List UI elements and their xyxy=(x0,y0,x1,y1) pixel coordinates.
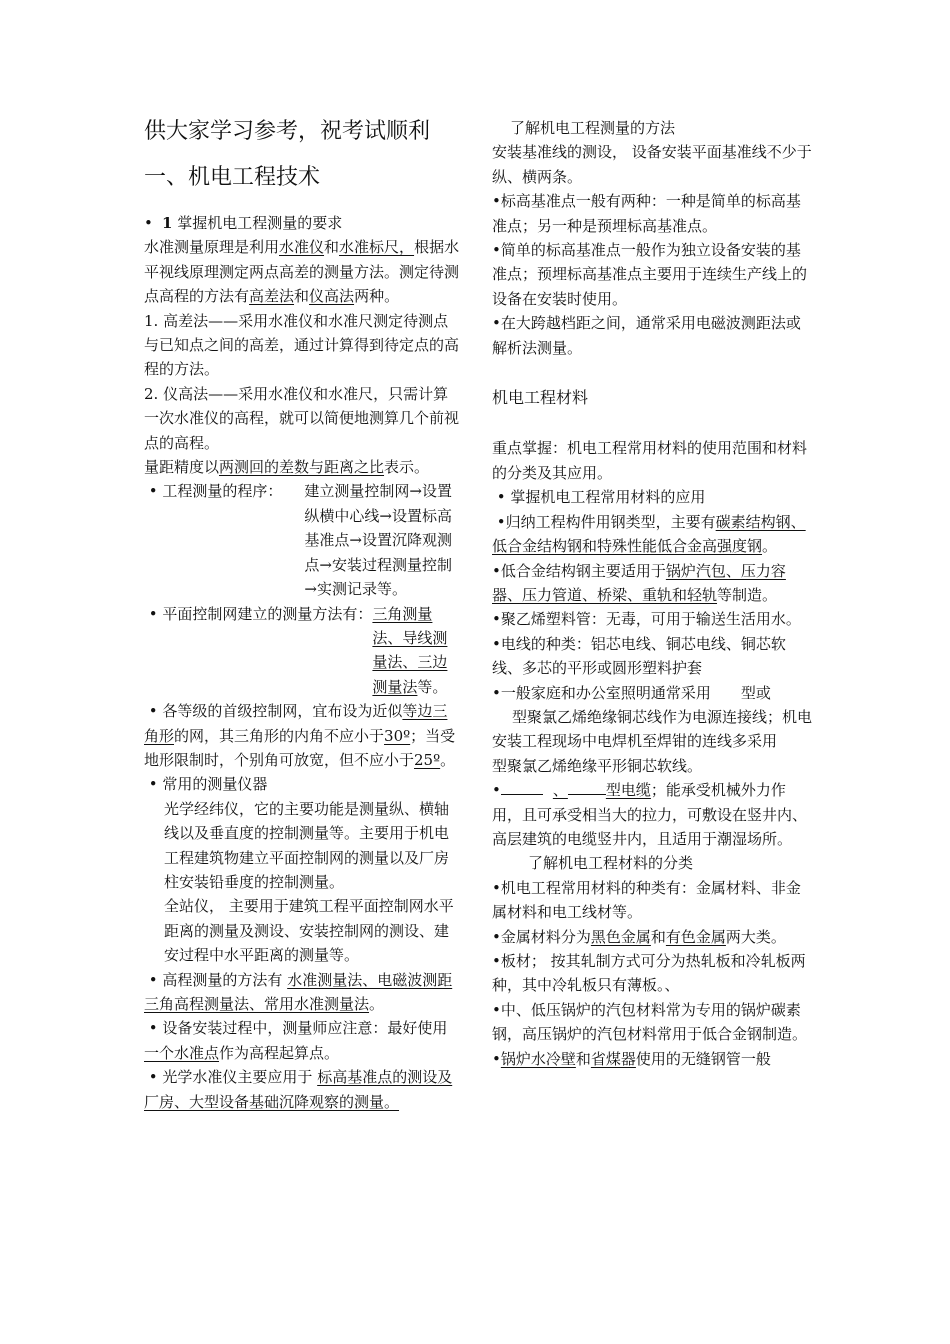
section-1-title: • 1 掌握机电工程测量的要求 xyxy=(144,214,343,232)
survey-methods-title: 了解机电工程测量的方法 xyxy=(510,119,676,137)
bullet-benchmark-usage: •简单的标高基准点一般作为独立设备安装的基准点；预埋标高基准点主要用于连续生产线上的设备在安装时使用。 xyxy=(492,241,808,308)
plane-control-methods: • 平面控制网建立的测量方法有： 三角测量法、导线测量法、三边测量法等。 xyxy=(144,604,448,696)
bullet-boiler-drum: •中、低压锅炉的汽包材料常为专用的锅炉碳素钢，高压锅炉的汽包材料常用于低合金钢制造。 xyxy=(492,1000,808,1044)
bullet-pvc-wire: •一般家庭和办公室照明通常采用 型或 型聚氯乙烯绝缘铜芯线作为电源连接线；机电安装工程现场中电焊机至焊钳的连线多采用型聚氯乙烯绝缘平形铜芯软线。 xyxy=(492,683,813,775)
control-network-rule: • 各等级的首级控制网，宜布设为近似等边三角形的网，其三角形的内角不应小于30º；当受地形限制时，个别角可放宽，但不应小于25º。 xyxy=(144,702,456,769)
key-points: 重点掌握：机电工程常用材料的使用范围和材料的分类及其应用。 xyxy=(492,439,808,482)
instruments-title: • 常用的测量仪器 xyxy=(144,775,268,794)
section-heading: 一、机电工程技术 xyxy=(144,165,321,190)
left-column xyxy=(144,117,462,1114)
bullet-low-alloy-usage: •低合金结构钢主要适用于锅炉汽包、压力容器、压力管道、桥梁、重轨和轻轨等制造。 xyxy=(492,561,786,604)
bullet-steel-types: •归纳工程构件用钢类型，主要有碳素结构钢、低合金结构钢和特殊性能低合金高强度钢。 xyxy=(492,512,806,556)
bullet-wire-types: •电线的种类：铝芯电线、铜芯电线、铜芯软线、多芯的平形或圆形塑料护套 xyxy=(492,634,786,678)
bullet-metal-classes: •金属材料分为黑色金属和有色金属两大类。 xyxy=(492,927,786,946)
materials-heading: 机电工程材料 xyxy=(492,388,589,408)
bullet-cable: • 、 型电缆；能承受机械外力作用，且可承受相当大的拉力，可敷设在竖井内、高层建筑的电缆竖井内，且适用于潮湿场所。 xyxy=(492,781,808,848)
bullet-materials-usage: • 掌握机电工程常用材料的应用 xyxy=(492,488,706,507)
bullet-material-kinds: •机电工程常用材料的种类有：金属材料、非金属材料和电工线材等。 xyxy=(492,878,801,922)
leveling-principle-paragraph: 水准测量原理是利用水准仪和水准标尺，根据水平视线原理测定两点高差的测量方法。测定待测点高程的方法有高差法和仪高法两种。 xyxy=(144,238,460,306)
baseline-paragraph: 安装基准线的测设， 设备安装平面基准线不少于纵、横两条。 xyxy=(492,143,812,186)
theodolite-paragraph: 光学经纬仪，它的主要功能是测量纵、横轴线以及垂直度的控制测量等。主要用于机电工程建筑物建立平面控制网的测量以及厂房柱安装铅垂度的控制测量。 xyxy=(164,799,450,891)
elevation-methods: • 高程测量的方法有 水准测量法、电磁波测距三角高程测量法、常用水准测量法。 xyxy=(144,970,453,1013)
bullet-boiler-tube: •锅炉水冷壁和省煤器使用的无缝钢管一般 xyxy=(492,1049,771,1068)
document-title: 供大家学习参考，祝考试顺利 xyxy=(144,119,431,144)
total-station-paragraph: 全站仪， 主要用于建筑工程平面控制网水平距离的测量及测设、安装控制网的测设、建安过程中水平距离的测量等。 xyxy=(164,897,454,965)
bullet-pe-pipe: •聚乙烯塑料管：无毒，可用于输送生活用水。 xyxy=(492,610,801,629)
survey-procedure: • 工程测量的程序： 建立测量控制网→设置纵横中心线→设置标高基准点→设置沉降观测点→安装过程测量控制→实测记录等。 xyxy=(144,482,452,599)
distance-accuracy: 量距精度以两测回的差数与距离之比表示。 xyxy=(144,458,430,477)
materials-classification-title: 了解机电工程材料的分类 xyxy=(528,854,694,873)
equipment-install-note: • 设备安装过程中，测量师应注意：最好使用一个水准点作为高程起算点。 xyxy=(144,1019,448,1062)
height-difference-method: 1. 高差法——采用水准仪和水准尺测定待测点与已知点之间的高差，通过计算得到待定点的高程的方法。 xyxy=(144,311,460,379)
bullet-plate: •板材； 按其轧制方式可分为热轧板和冷轧板两种，其中冷轧板只有薄板。、 xyxy=(492,952,806,995)
right-column xyxy=(492,116,812,1071)
bullet-long-span: •在大跨越档距之间，通常采用电磁波测距法或解析法测量。 xyxy=(492,314,801,357)
optical-level-usage: • 光学水准仪主要应用于 标高基准点的测设及厂房、大型设备基础沉降观察的测量。 xyxy=(144,1068,453,1111)
bullet-benchmark-types: •标高基准点一般有两种：一种是简单的标高基准点；另一种是预埋标高基准点。 xyxy=(492,192,801,235)
instrument-height-method: 2. 仪高法——采用水准仪和水准尺，只需计算一次水准仪的高程，就可以简便地测算几个前视点的高程。 xyxy=(144,384,460,452)
